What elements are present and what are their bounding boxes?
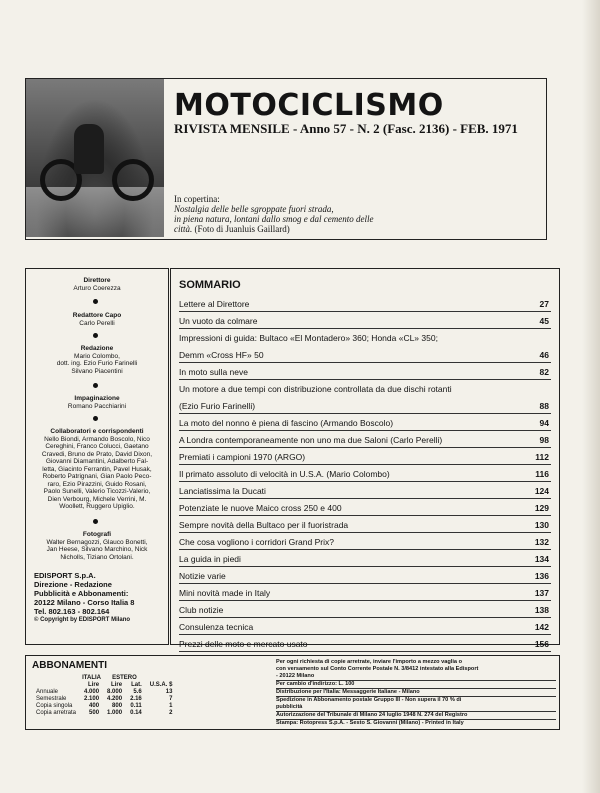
layout-section <box>26 395 168 410</box>
rule-line <box>179 583 551 584</box>
table-row <box>32 689 176 696</box>
editorial-section <box>26 345 168 375</box>
layout-title: Impaginazione <box>74 395 120 402</box>
contents-box <box>170 268 560 649</box>
contents-item-title: Un motore a due tempi con distribuzione controllata da due dischi rotanti <box>179 384 452 394</box>
photographers-title: Fotografi <box>82 531 112 538</box>
unit-lire: Lire <box>88 682 100 688</box>
cell-estero: 800 <box>112 703 123 709</box>
photographers-line: Jan Heese, Silvano Marchino, Nick <box>46 546 148 553</box>
rule-line <box>179 464 551 465</box>
cell-estero: 8.000 <box>107 689 123 695</box>
publisher-line: Tel. 802.163 - 802.164 <box>34 607 110 616</box>
contents-item <box>179 622 551 633</box>
contributors-line: Dien Verbourg, Michele Verrini, M. <box>47 495 147 503</box>
contents-item <box>179 435 551 446</box>
contents-item <box>179 520 551 531</box>
contents-item-title: Lettere al Direttore <box>179 299 250 309</box>
rule-line <box>179 311 551 312</box>
rule-line <box>179 634 551 635</box>
contents-item-title: Premiati i campioni 1970 (ARGO) <box>179 452 306 462</box>
contributors-line: raro, Ezio Pirazzini, Guido Rosani, <box>47 480 147 488</box>
cell-usa: 7 <box>169 696 173 702</box>
contents-item <box>179 384 551 412</box>
cover-label: In copertina: <box>174 194 220 204</box>
bullet <box>93 416 98 421</box>
contents-item <box>179 554 551 565</box>
rule-line <box>179 549 551 550</box>
cell-italia: 4.000 <box>84 689 100 695</box>
contents-item <box>179 333 551 361</box>
contributors-section <box>26 428 168 511</box>
note-line: Spedizione in Abbonamento postale Gruppo III - Non supera il 70 % di <box>276 696 556 704</box>
cell-lat: 5.6 <box>133 689 142 695</box>
contents-item-title: Il primato assoluto di velocità in U.S.A. (Mario Colombo) <box>179 469 390 479</box>
rule-line <box>179 651 551 652</box>
contributors-line: Cereghini, Franco Colucci, Gaetano <box>45 443 149 450</box>
director-name: Arturo Coerezza <box>73 284 121 292</box>
contents-item-page: 136 <box>534 571 549 581</box>
contents-item-page: 88 <box>539 401 549 411</box>
contents-item-page: 138 <box>534 605 549 615</box>
copyright: © Copyright by EDISPORT Milano <box>34 617 131 623</box>
rule-line <box>179 566 551 567</box>
cell-usa: 13 <box>165 689 173 695</box>
contents-item-title: A Londra contemporaneamente non uno ma due Saloni (Carlo Perelli) <box>179 435 443 445</box>
publisher-line: Direzione - Redazione <box>34 580 112 589</box>
photo-credit: (Foto di Juanluis Gaillard) <box>194 224 290 234</box>
rule-line <box>179 413 551 414</box>
contents-item-title: Sempre novità della Bultaco per il fuoristrada <box>179 520 349 530</box>
contents-title: SOMMARIO <box>179 279 241 291</box>
contributors-line: letta, Giacinto Ferrantin, Pavel Husak, <box>42 465 152 473</box>
contributors-line: Nello Biondi, Armando Boscolo, Nico <box>44 435 150 443</box>
row-label: Annuale <box>36 689 59 695</box>
publisher-line: Pubblicità e Abbonamenti: <box>34 589 129 598</box>
masthead-box <box>25 78 547 240</box>
contents-item-title: Notizie varie <box>179 571 226 581</box>
contents-item-title: In moto sulla neve <box>179 367 248 377</box>
note-line: Autorizzazione del Tribunale di Milano 24 luglio 1948 N. 274 del Registro <box>276 711 556 719</box>
contents-item-title: Prezzi delle moto e mercato usato <box>179 639 308 649</box>
bullet <box>93 333 98 338</box>
contents-item-page: 27 <box>539 299 549 309</box>
rule-line <box>179 617 551 618</box>
col-italia: ITALIA <box>82 675 101 681</box>
contents-item-page: 134 <box>534 554 549 564</box>
editorial-line: dott. ing. Ezio Furio Farinelli <box>56 360 138 367</box>
contributors-line: Cravedi, Bruno de Prato, David Dixon, <box>41 450 153 458</box>
contents-item-page: 98 <box>539 435 549 445</box>
contents-item-title-cont: (Ezio Furio Farinelli) <box>179 401 256 411</box>
rule-line <box>179 328 551 329</box>
cell-estero: 4.200 <box>107 696 123 702</box>
chief-title: Redattore Capo <box>72 312 122 319</box>
contents-item <box>179 469 551 480</box>
contents-item-title: Lanciatissima la Ducati <box>179 486 266 496</box>
contents-item-title: Un vuoto da colmare <box>179 316 258 326</box>
contents-item-page: 82 <box>539 367 549 377</box>
publisher-line: EDISPORT S.p.A. <box>34 571 96 580</box>
row-label: Copia arretrata <box>36 710 77 716</box>
issue-line: RIVISTA MENSILE - Anno 57 - N. 2 (Fasc. 2136) - FEB. 1971 <box>174 121 518 136</box>
note-line: Per ogni richiesta di copie arretrate, inviare l'importo a mezzo vaglia o <box>276 659 462 665</box>
editorial-line: Mario Colombo, <box>74 352 120 360</box>
contents-item-page: 116 <box>535 469 549 479</box>
table-row <box>32 696 176 703</box>
contents-item-title: La moto del nonno è piena di fascino (Armando Boscolo) <box>179 418 394 428</box>
editorial-line: Silvano Piacentini <box>71 367 123 375</box>
rule-line <box>179 532 551 533</box>
contents-item-title: Potenziate le nuove Maico cross 250 e 400 <box>179 503 342 513</box>
unit-lire: Lire <box>111 682 123 688</box>
contents-item <box>179 316 551 327</box>
cell-usa: 2 <box>169 710 173 716</box>
cover-photo <box>26 79 164 237</box>
cell-lat: 2.16 <box>130 696 142 702</box>
rule-line <box>179 498 551 499</box>
unit-usa: U.S.A. $ <box>149 682 173 688</box>
contents-item-page: 142 <box>534 622 549 632</box>
contents-item <box>179 639 551 650</box>
bullet <box>93 383 98 388</box>
cell-lat: 0.11 <box>130 703 142 709</box>
contents-item <box>179 452 551 463</box>
table-row <box>32 703 176 710</box>
contents-item <box>179 503 551 514</box>
magazine-title: MOTOCICLISMO <box>174 88 444 123</box>
unit-lat: Lat. <box>131 682 142 688</box>
photographers-line: Nicholls, Tiziano Ortolani. <box>60 553 134 561</box>
contents-item-page: 129 <box>534 503 549 513</box>
contents-item-page: 156 <box>534 639 549 649</box>
note-line: - 20122 Milano <box>276 673 315 679</box>
contents-item-title: La guida in piedi <box>179 554 241 564</box>
layout-name: Romano Pacchiarini <box>67 402 127 410</box>
contents-item <box>179 537 551 548</box>
editorial-title: Redazione <box>80 345 114 352</box>
subscription-table <box>32 674 176 717</box>
row-label: Semestrale <box>36 696 67 702</box>
contents-item <box>179 299 551 310</box>
contents-item <box>179 486 551 497</box>
contributors-line: Giovanni Diamantini, Adalberto Fal- <box>45 458 149 465</box>
contributors-line: Paolo Sunelli, Valerio Ticozzi-Valerio, <box>43 488 151 495</box>
cover-desc-line: città. <box>174 224 193 234</box>
contents-item <box>179 605 551 616</box>
bullet <box>93 519 98 524</box>
rule-line <box>179 447 551 448</box>
contributors-line: Woollett, Ruggero Upiglio. <box>59 503 135 510</box>
contents-item-page: 46 <box>539 350 549 360</box>
note-line: Stampa: Rotopress S.p.A. - Sesto S. Giovanni (Milano) - Printed in Italy <box>276 719 556 727</box>
cover-desc-line: in piena natura, lontani dallo smog e dal cemento delle <box>174 214 374 224</box>
contents-item-page: 132 <box>534 537 549 547</box>
chief-name: Carlo Perelli <box>79 319 115 327</box>
cell-usa: 1 <box>169 703 173 709</box>
contents-item <box>179 418 551 429</box>
front-wheel <box>112 159 154 201</box>
note-line: pubblicità <box>276 704 303 710</box>
director-title: Direttore <box>83 277 111 284</box>
cover-desc-line: Nostalgia delle belle sgroppate fuori strada, <box>174 204 334 214</box>
note-line: Distribuzione per l'Italia: Messaggerie Italiane - Milano <box>276 688 556 696</box>
subscriptions-box <box>25 655 560 730</box>
contents-item-page: 94 <box>539 418 549 428</box>
rule-line <box>179 600 551 601</box>
cell-italia: 500 <box>89 710 100 716</box>
publisher-line: 20122 Milano - Corso Italia 8 <box>34 598 135 607</box>
contents-item-page: 137 <box>534 588 549 598</box>
page-edge <box>582 0 600 793</box>
contents-item <box>179 571 551 582</box>
contents-item-title: Impressioni di guida: Bultaco «El Montadero» 360; Honda «CL» 350; <box>179 333 438 343</box>
publisher-block <box>34 571 134 625</box>
contents-item-page: 112 <box>535 452 549 462</box>
col-estero: ESTERO <box>112 675 137 681</box>
contents-item <box>179 588 551 599</box>
cell-italia: 400 <box>89 703 100 709</box>
rule-line <box>179 481 551 482</box>
table-row <box>32 710 176 717</box>
contributors-line: Roberto Patrignani, Gian Paolo Peco- <box>42 473 152 480</box>
contents-item-page: 45 <box>539 316 549 326</box>
contents-item-title: Mini novità made in Italy <box>179 588 271 598</box>
row-label: Copia singola <box>36 703 73 709</box>
rider <box>74 124 104 174</box>
cell-estero: 1.000 <box>107 710 123 716</box>
contributors-title: Collaboratori e corrispondenti <box>50 428 144 435</box>
note-line: Per cambio d'indirizzo: L. 100 <box>276 680 556 688</box>
contents-item <box>179 367 551 378</box>
subscriptions-title: ABBONAMENTI <box>32 660 107 671</box>
photographers-line: Walter Bernagozzi, Glauco Bonetti, <box>46 538 148 546</box>
cover-description <box>174 204 414 234</box>
contents-item-title: Che cosa vogliono i corridori Grand Prix? <box>179 537 334 547</box>
rule-line <box>179 379 551 380</box>
contents-item-title-cont: Demm «Cross HF» 50 <box>179 350 264 360</box>
contents-item-title: Consulenza tecnica <box>179 622 254 632</box>
staff-box <box>25 268 169 645</box>
cell-italia: 2.100 <box>84 696 100 702</box>
chief-section <box>26 312 168 327</box>
rule-line <box>179 515 551 516</box>
bullet <box>93 299 98 304</box>
rule-line <box>179 430 551 431</box>
director-section <box>26 277 168 292</box>
subscription-notes <box>276 659 556 727</box>
cell-lat: 0.14 <box>130 710 142 716</box>
contents-item-page: 130 <box>534 520 549 530</box>
note-line: con versamento sul Conto Corrente Postale N. 3/8412 intestato alla Edisport <box>276 666 479 672</box>
photographers-section <box>26 531 168 561</box>
rule-line <box>179 362 551 363</box>
contents-item-page: 124 <box>534 486 549 496</box>
contents-item-title: Club notizie <box>179 605 224 615</box>
